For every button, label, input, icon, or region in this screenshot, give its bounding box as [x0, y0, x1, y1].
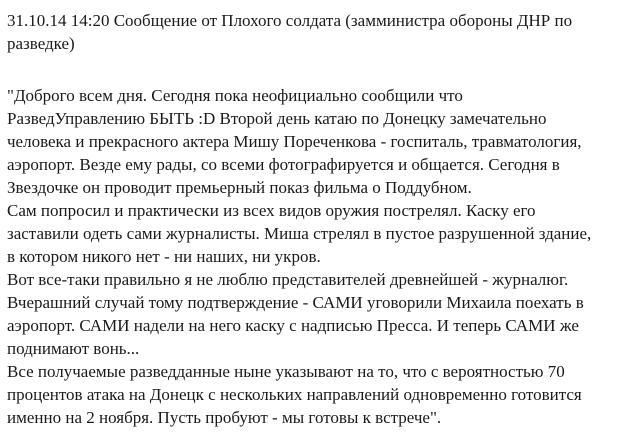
quote-line: заставили одеть сами журналисты. Миша стрелял в пустое разрушенной здание,	[7, 224, 592, 243]
quote-line: аэропорт. Везде ему рады, со всеми фотографируется и общается. Сегодня в	[7, 155, 560, 174]
quote-line: "Доброго всем дня. Сегодня пока неофициально сообщили что	[7, 86, 463, 105]
header-line: разведке)	[7, 34, 75, 53]
quote-line: аэропорт. САМИ надели на него каску с надписью Пресса. И теперь САМИ же	[7, 316, 579, 335]
quote-line: поднимают вонь...	[7, 339, 140, 358]
quote-line: процентов атака на Донецк с нескольких направлений одновременно готовится	[7, 385, 582, 404]
quoted-message	[7, 84, 622, 429]
quote-line: Сам попросил и практически из всех видов оружия пострелял. Каску его	[7, 201, 536, 220]
quote-line: именно на 2 ноября. Пусть пробуют - мы готовы к встрече".	[7, 408, 442, 427]
header-line: 31.10.14 14:20 Сообщение от Плохого солдата (замминистра обороны ДНР по	[7, 11, 573, 30]
quote-line: Вчерашний случай тому подтверждение - САМИ уговорили Михаила поехать в	[7, 293, 584, 312]
quote-line: человека и прекрасного актера Мишу Пореченкова - госпиталь, травматология,	[7, 132, 582, 151]
post-header	[7, 9, 622, 55]
quote-line: Звездочке он проводит премьерный показ фильма о Поддубном.	[7, 178, 472, 197]
quote-line: РазведУправлению БЫТЬ :D Второй день катаю по Донецку замечательно	[7, 109, 547, 128]
quote-line: в котором никого нет - ни наших, ни укров.	[7, 247, 321, 266]
quote-line: Вот все-таки правильно я не люблю представителей древнейшей - журналюг.	[7, 270, 569, 289]
quote-line: Все получаемые разведданные ныне указывают на то, что с вероятностью 70	[7, 362, 565, 381]
